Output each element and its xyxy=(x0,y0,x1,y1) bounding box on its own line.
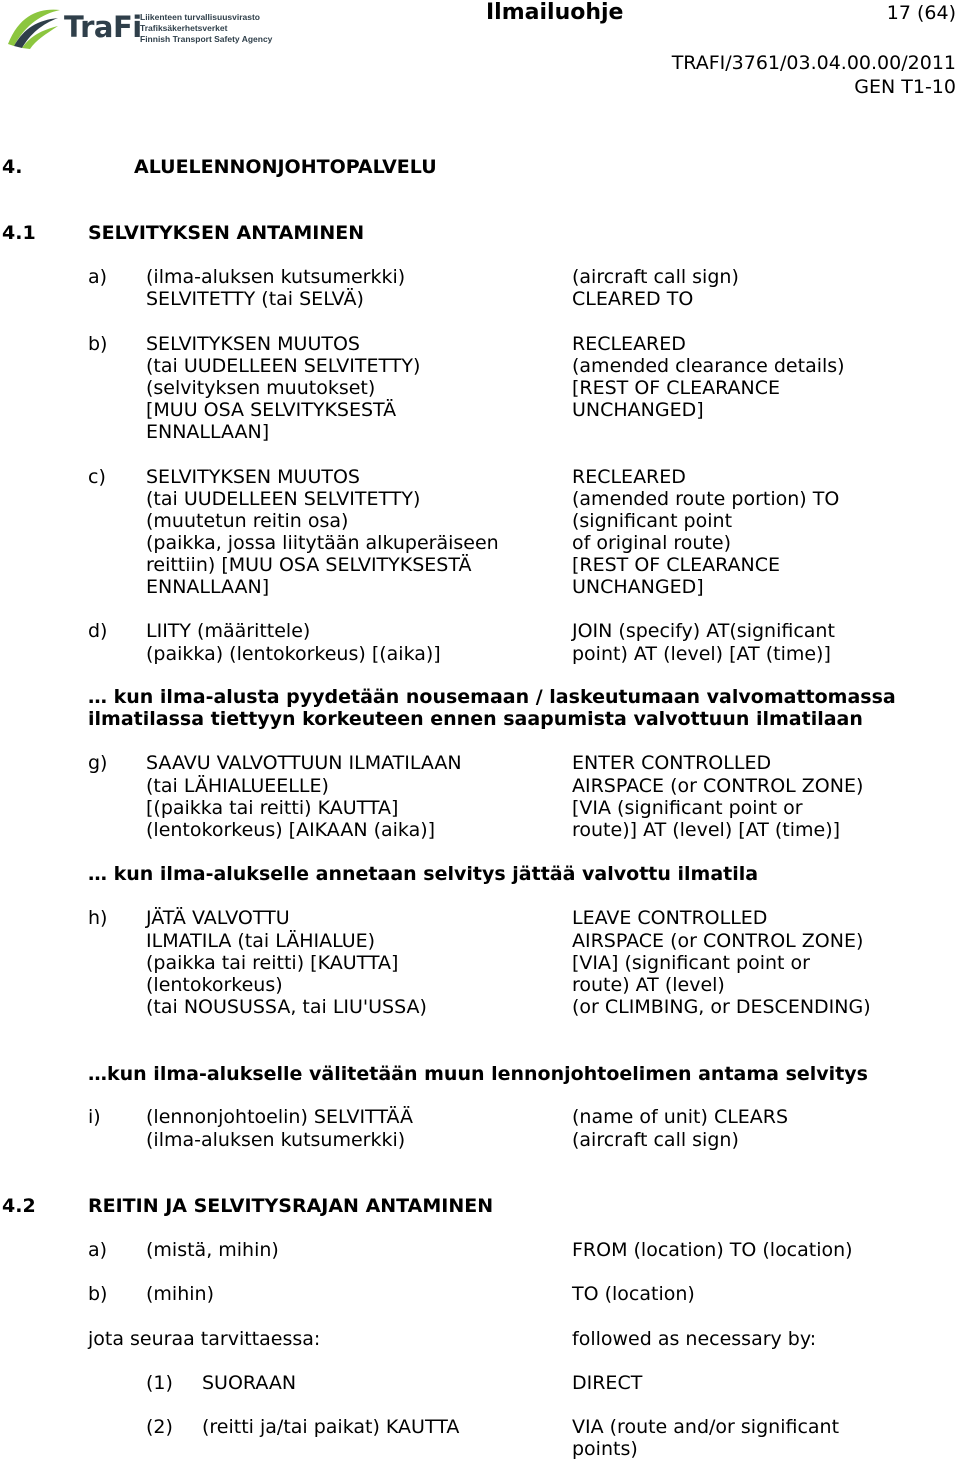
page-header xyxy=(0,0,960,110)
section-4-2-title: REITIN JA SELVITYSRAJAN ANTAMINEN xyxy=(88,1195,494,1217)
section-4-1-title: SELVITYKSEN ANTAMINEN xyxy=(88,222,365,244)
page-number: 17 (64) xyxy=(886,2,956,24)
chapter-title: ALUELENNONJOHTOPALVELU xyxy=(134,156,437,178)
note-leave-airspace: … kun ilma-alukselle annetaan selvitys jättää valvottu ilmatila xyxy=(88,863,759,885)
brand-name: TraFi xyxy=(64,10,142,44)
chapter-number: 4. xyxy=(2,156,23,178)
section-4-2-number: 4.2 xyxy=(2,1195,36,1217)
document-reference: TRAFI/3761/03.04.00.00/2011 xyxy=(671,52,956,74)
section-4-1-number: 4.1 xyxy=(2,222,36,244)
agency-name: Liikenteen turvallisuusvirasto Trafiksäkerhetsverket Finnish Transport Safety Agency xyxy=(140,12,273,44)
note-relayed-clearance: …kun ilma-alukselle välitetään muun lennonjohtoelimen antama selvitys xyxy=(88,1063,868,1085)
trafi-logo xyxy=(6,2,276,54)
trafi-swoosh-icon xyxy=(6,4,62,50)
document-title: Ilmailuohje xyxy=(486,0,624,25)
section-code: GEN T1-10 xyxy=(854,76,956,98)
